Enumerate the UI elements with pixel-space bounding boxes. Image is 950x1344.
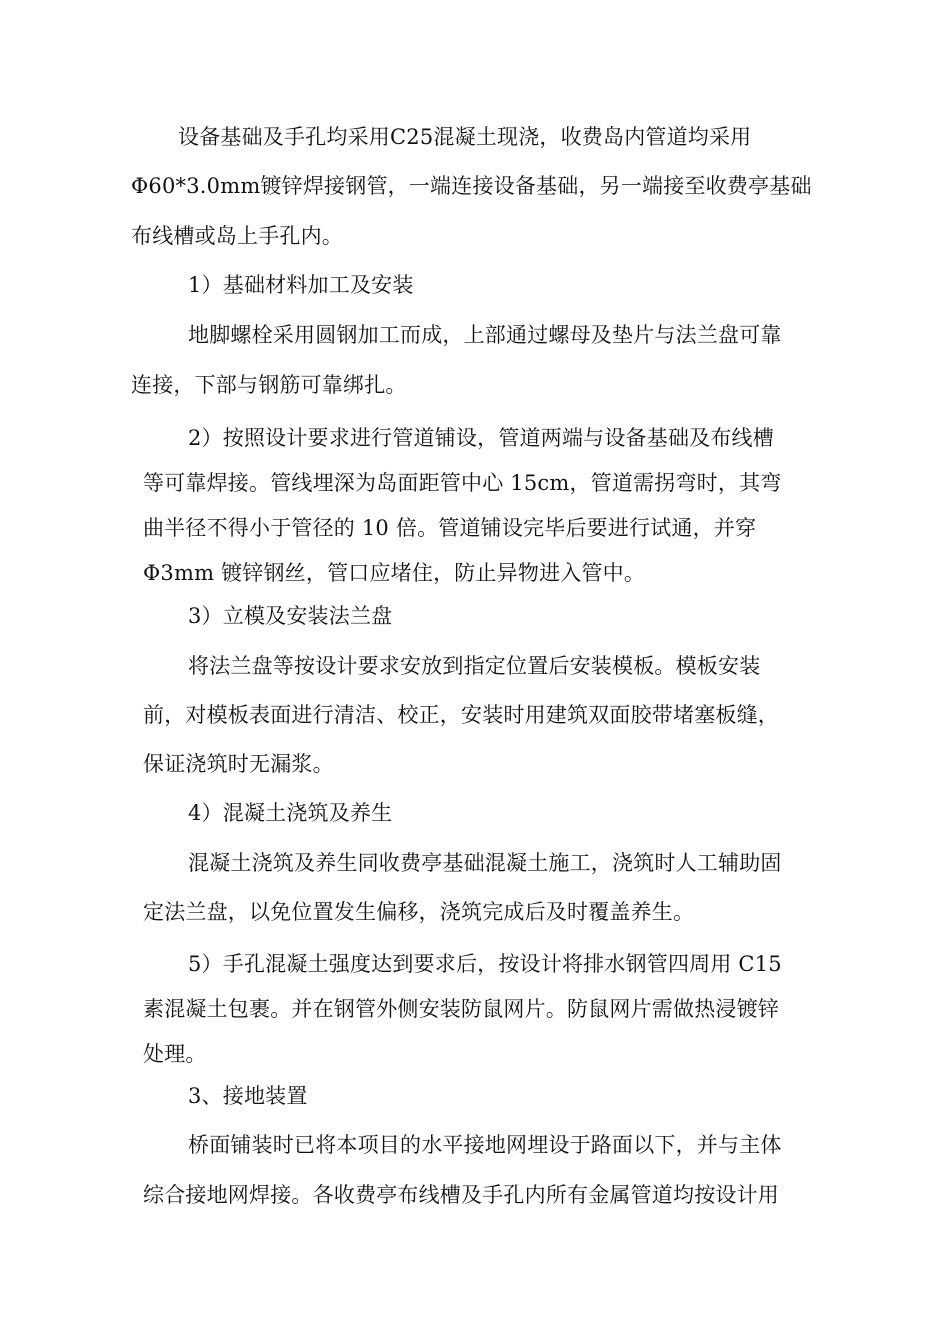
paragraph-line: Φ3mm 镀锌钢丝，管口应堵住，防止异物进入管中。 — [143, 561, 646, 585]
paragraph-line: 等可靠焊接。管线埋深为岛面距管中心 15cm，管道需拐弯时，其弯 — [143, 471, 782, 495]
paragraph-line: 将法兰盘等按设计要求安放到指定位置后安装模板。模板安装 — [188, 654, 761, 678]
paragraph-line: 连接，下部与钢筋可靠绑扎。 — [131, 373, 407, 397]
paragraph-line: 设备基础及手孔均采用C25混凝土现浇，收费岛内管道均采用 — [178, 125, 752, 149]
paragraph-line: 曲半径不得小于管径的 10 倍。管道铺设完毕后要进行试通，并穿 — [143, 516, 757, 540]
paragraph-line: 综合接地网焊接。各收费亭布线槽及手孔内所有金属管道均按设计用 — [143, 1183, 779, 1207]
section-heading: 3）立模及安装法兰盘 — [188, 604, 393, 628]
paragraph-line: Φ60*3.0mm镀锌焊接钢管，一端连接设备基础，另一端接至收费亭基础 — [131, 174, 812, 198]
paragraph-line: 前，对模板表面进行清洁、校正，安装时用建筑双面胶带堵塞板缝， — [143, 703, 779, 727]
paragraph-line: 2）按照设计要求进行管道铺设，管道两端与设备基础及布线槽 — [188, 426, 774, 450]
paragraph-line: 桥面铺装时已将本项目的水平接地网埋设于路面以下，并与主体 — [188, 1133, 782, 1157]
paragraph-line: 素混凝土包裹。并在钢管外侧安装防鼠网片。防鼠网片需做热浸镀锌 — [143, 997, 779, 1021]
paragraph-line: 地脚螺栓采用圆钢加工而成，上部通过螺母及垫片与法兰盘可靠 — [188, 323, 782, 347]
paragraph-line: 处理。 — [143, 1042, 207, 1066]
paragraph-line: 保证浇筑时无漏浆。 — [143, 752, 334, 776]
section-heading: 3、接地装置 — [188, 1084, 308, 1108]
paragraph-line: 5）手孔混凝土强度达到要求后，按设计将排水钢管四周用 C15 — [188, 952, 782, 976]
section-heading: 1）基础材料加工及安装 — [188, 273, 414, 297]
paragraph-line: 布线槽或岛上手孔内。 — [131, 224, 343, 248]
paragraph-line: 定法兰盘，以免位置发生偏移，浇筑完成后及时覆盖养生。 — [143, 900, 695, 924]
section-heading: 4）混凝土浇筑及养生 — [188, 801, 393, 825]
paragraph-line: 混凝土浇筑及养生同收费亭基础混凝土施工，浇筑时人工辅助固 — [188, 851, 782, 875]
